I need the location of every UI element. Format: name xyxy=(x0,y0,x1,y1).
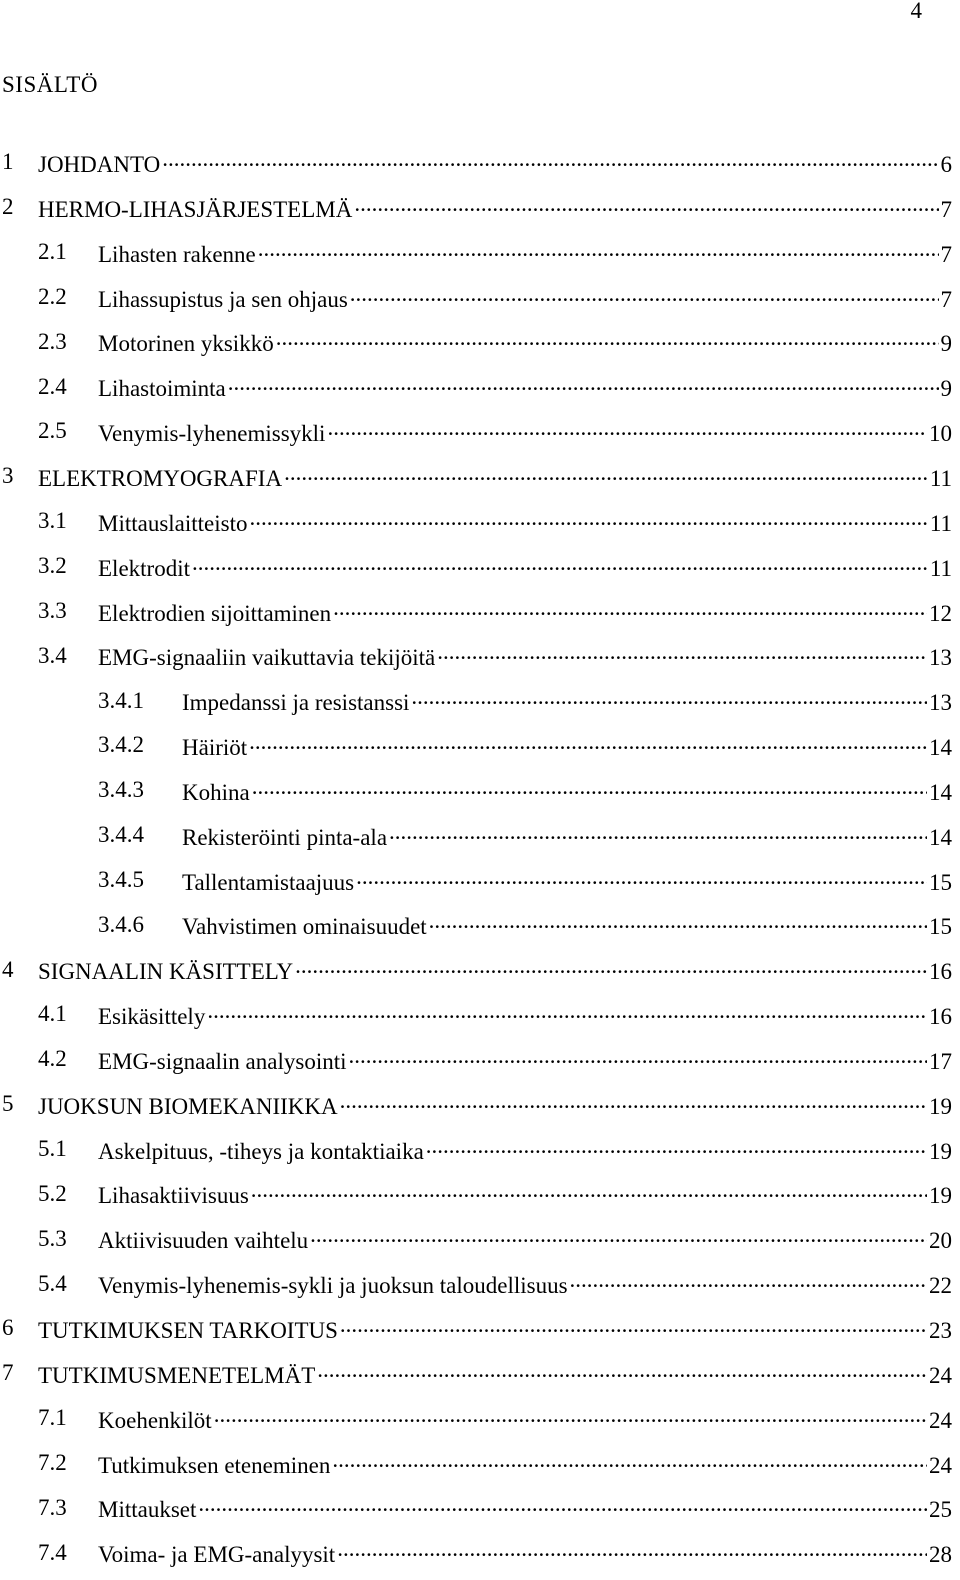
toc-entry-page: 24 xyxy=(929,1362,952,1388)
dot-leader xyxy=(333,595,927,620)
toc-entry-label: TUTKIMUSMENETELMÄT xyxy=(38,1362,316,1388)
toc-entry-page: 15 xyxy=(929,869,952,895)
toc-entry-number: 2.2 xyxy=(38,283,67,309)
toc-entry-label: Askelpituus, -tiheys ja kontaktiaika xyxy=(98,1138,424,1164)
dot-leader xyxy=(214,1402,927,1427)
toc-entry-number: 5.3 xyxy=(38,1225,67,1251)
toc-entry[interactable] xyxy=(0,454,952,499)
toc-entry-label: SIGNAALIN KÄSITTELY xyxy=(38,959,294,985)
toc-entry-label: JOHDANTO xyxy=(38,152,161,178)
toc-entry-page: 11 xyxy=(929,555,952,581)
toc-entry[interactable] xyxy=(0,499,952,544)
toc-entry-number: 4 xyxy=(2,956,14,982)
toc-entry-label: EMG-signaalin analysointi xyxy=(98,1048,347,1074)
toc-entry-number: 3.4.5 xyxy=(98,866,144,892)
toc-entry[interactable] xyxy=(0,1306,952,1351)
toc-entry-page: 7 xyxy=(940,286,952,312)
toc-entry-number: 5.2 xyxy=(38,1180,67,1206)
toc-entry-number: 7.2 xyxy=(38,1449,67,1475)
table-of-contents xyxy=(0,140,952,1575)
toc-entry-page: 7 xyxy=(940,241,952,267)
toc-entry-page: 20 xyxy=(929,1228,952,1254)
dot-leader xyxy=(207,999,927,1024)
toc-entry[interactable] xyxy=(0,723,952,768)
toc-entry-number: 3.4.4 xyxy=(98,822,144,848)
toc-entry-page: 14 xyxy=(929,779,952,805)
dot-leader xyxy=(252,775,927,800)
toc-entry-number: 3 xyxy=(2,463,14,489)
toc-entry-label: TUTKIMUKSEN TARKOITUS xyxy=(38,1318,338,1343)
toc-entry-page: 24 xyxy=(929,1407,952,1433)
toc-entry-label: ELEKTROMYOGRAFIA xyxy=(38,465,283,491)
toc-entry[interactable] xyxy=(0,409,952,454)
toc-entry-number: 5 xyxy=(2,1091,14,1117)
toc-entry-number: 2 xyxy=(2,194,14,220)
dot-leader xyxy=(276,326,939,351)
toc-entry-label: Esikäsittely xyxy=(98,1004,206,1030)
toc-entry-page: 12 xyxy=(929,600,952,626)
toc-entry[interactable] xyxy=(0,902,952,947)
toc-entry[interactable] xyxy=(0,992,952,1037)
toc-entry-page: 28 xyxy=(929,1542,952,1568)
toc-entry-page: 14 xyxy=(929,735,952,761)
toc-entry-page: 19 xyxy=(929,1138,952,1164)
dot-leader xyxy=(411,685,927,710)
toc-entry-label: Lihassupistus ja sen ohjaus xyxy=(98,286,348,312)
toc-entry-page: 7 xyxy=(940,196,952,222)
toc-entry[interactable] xyxy=(0,858,952,903)
toc-entry-page: 16 xyxy=(929,1004,952,1030)
toc-entry-number: 2.3 xyxy=(38,328,67,354)
dot-leader xyxy=(389,819,927,844)
toc-entry-page: 19 xyxy=(929,1183,952,1209)
toc-entry-page: 16 xyxy=(929,959,952,985)
toc-entry-page: 13 xyxy=(929,690,952,716)
toc-entry-number: 4.2 xyxy=(38,1046,67,1072)
toc-entry[interactable] xyxy=(0,1037,952,1082)
toc-entry-label: JUOKSUN BIOMEKANIIKKA xyxy=(38,1093,338,1119)
toc-entry-label: Rekisteröinti pinta-ala xyxy=(182,824,388,850)
toc-entry-page: 9 xyxy=(940,331,952,357)
toc-entry-page: 10 xyxy=(929,421,952,447)
toc-entry-page: 17 xyxy=(929,1048,952,1074)
toc-entry-label: Venymis-lyhenemis-sykli ja juoksun taloudellisuus xyxy=(98,1273,568,1299)
toc-entry[interactable] xyxy=(0,813,952,858)
dot-leader xyxy=(349,1044,928,1069)
toc-entry[interactable] xyxy=(0,768,952,813)
toc-entry[interactable] xyxy=(0,230,952,275)
toc-entry-number: 7.1 xyxy=(38,1405,67,1431)
dot-leader xyxy=(258,236,939,261)
dot-leader xyxy=(337,1537,927,1562)
toc-entry-number: 4.1 xyxy=(38,1001,67,1027)
toc-entry[interactable] xyxy=(0,140,952,185)
dot-leader xyxy=(327,416,927,441)
toc-entry[interactable] xyxy=(0,275,952,320)
toc-entry-label: Tutkimuksen eteneminen xyxy=(98,1452,331,1478)
toc-entry-number: 5.4 xyxy=(38,1270,67,1296)
toc-entry[interactable] xyxy=(0,1351,952,1396)
toc-entry[interactable] xyxy=(0,364,952,409)
toc-entry-label: Lihastoiminta xyxy=(98,376,226,402)
toc-entry-number: 3.4.3 xyxy=(98,777,144,803)
dot-leader xyxy=(228,371,939,396)
toc-entry-number: 7.3 xyxy=(38,1494,67,1520)
toc-entry-label: Lihasaktiivisuus xyxy=(98,1183,249,1209)
toc-entry-label: Elektrodien sijoittaminen xyxy=(98,600,332,626)
toc-entry-number: 1 xyxy=(2,149,14,175)
toc-entry-number: 3.4.1 xyxy=(98,687,144,713)
toc-entry-page: 9 xyxy=(940,376,952,402)
toc-entry-page: 25 xyxy=(929,1497,952,1523)
toc-entry[interactable] xyxy=(0,1396,952,1441)
toc-entry-label: HERMO-LIHASJÄRJESTELMÄ xyxy=(38,196,353,222)
dot-leader xyxy=(295,954,927,979)
toc-entry[interactable] xyxy=(0,1440,952,1485)
dot-leader xyxy=(340,1313,927,1338)
dot-leader xyxy=(429,909,927,934)
toc-entry-label: Koehenkilöt xyxy=(98,1407,212,1433)
toc-entry-label: Mittauslaitteisto xyxy=(98,510,248,536)
toc-entry-page: 24 xyxy=(929,1452,952,1478)
toc-entry-label: Voima- ja EMG-analyysit xyxy=(98,1542,336,1568)
toc-entry-number: 5.1 xyxy=(38,1135,67,1161)
page-number: 4 xyxy=(910,0,922,23)
toc-entry-page: 22 xyxy=(929,1273,952,1299)
toc-entry-label: Lihasten rakenne xyxy=(98,241,256,267)
toc-entry-label: Kohina xyxy=(182,779,250,805)
toc-entry-label: Aktiivisuuden vaihtelu xyxy=(98,1228,309,1254)
toc-entry[interactable] xyxy=(0,185,952,230)
toc-entry-label: Elektrodit xyxy=(98,555,190,581)
toc-entry-number: 2.5 xyxy=(38,418,67,444)
toc-entry-page: 6 xyxy=(940,152,952,178)
toc-entry[interactable] xyxy=(0,678,952,723)
toc-entry[interactable] xyxy=(0,588,952,633)
toc-entry-label: Tallentamistaajuus xyxy=(182,869,355,895)
dot-leader xyxy=(249,730,927,755)
toc-entry-label: EMG-signaaliin vaikuttavia tekijöitä xyxy=(98,645,436,671)
dot-leader xyxy=(426,1133,927,1158)
toc-entry[interactable] xyxy=(0,1216,952,1261)
toc-entry-number: 3.4 xyxy=(38,642,67,668)
toc-entry-label: Venymis-lyhenemissykli xyxy=(98,421,326,447)
dot-leader xyxy=(356,864,927,889)
toc-entry[interactable] xyxy=(0,947,952,992)
toc-entry-page: 13 xyxy=(929,645,952,671)
toc-entry-number: 3.1 xyxy=(38,508,67,534)
toc-entry-number: 6 xyxy=(2,1315,14,1341)
toc-entry-label: Häiriöt xyxy=(182,735,248,761)
toc-entry-number: 3.4.6 xyxy=(98,911,144,937)
toc-entry-label: Motorinen yksikkö xyxy=(98,331,274,357)
toc-entry-page: 11 xyxy=(929,510,952,536)
dot-leader xyxy=(317,1358,927,1383)
toc-entry-page: 15 xyxy=(929,914,952,940)
toc-entry-number: 7 xyxy=(2,1360,14,1386)
toc-entry[interactable] xyxy=(0,1171,952,1216)
dot-leader xyxy=(340,1088,927,1113)
toc-entry-page: 19 xyxy=(929,1093,952,1119)
toc-entry-number: 3.2 xyxy=(38,553,67,579)
dot-leader xyxy=(250,506,928,531)
dot-leader xyxy=(284,461,928,486)
toc-entry-page: 23 xyxy=(929,1318,952,1343)
dot-leader xyxy=(332,1447,927,1472)
toc-entry-number: 3.3 xyxy=(38,597,67,623)
toc-entry-page: 14 xyxy=(929,824,952,850)
toc-entry-number: 7.4 xyxy=(38,1539,67,1565)
toc-entry-page: 11 xyxy=(929,465,952,491)
dot-leader xyxy=(310,1223,927,1248)
toc-entry[interactable] xyxy=(0,544,952,589)
dot-leader xyxy=(162,147,938,172)
toc-entry[interactable] xyxy=(0,1530,952,1575)
toc-entry-number: 2.1 xyxy=(38,239,67,265)
toc-entry[interactable] xyxy=(0,633,952,678)
toc-entry[interactable] xyxy=(0,1485,952,1530)
toc-entry-label: Mittaukset xyxy=(98,1497,197,1523)
dot-leader xyxy=(192,550,928,575)
toc-entry-label: Impedanssi ja resistanssi xyxy=(182,690,410,716)
toc-entry[interactable] xyxy=(0,1127,952,1172)
toc-entry-number: 2.4 xyxy=(38,373,67,399)
dot-leader xyxy=(570,1268,927,1293)
dot-leader xyxy=(251,1178,927,1203)
toc-entry[interactable] xyxy=(0,1261,952,1306)
toc-entry-number: 3.4.2 xyxy=(98,732,144,758)
toc-entry[interactable] xyxy=(0,319,952,364)
dot-leader xyxy=(437,640,927,665)
dot-leader xyxy=(350,281,939,306)
toc-entry[interactable] xyxy=(0,1082,952,1127)
toc-entry-label: Vahvistimen ominaisuudet xyxy=(182,914,427,940)
toc-title: SISÄLTÖ xyxy=(2,72,98,97)
dot-leader xyxy=(198,1492,927,1517)
dot-leader xyxy=(354,192,938,217)
